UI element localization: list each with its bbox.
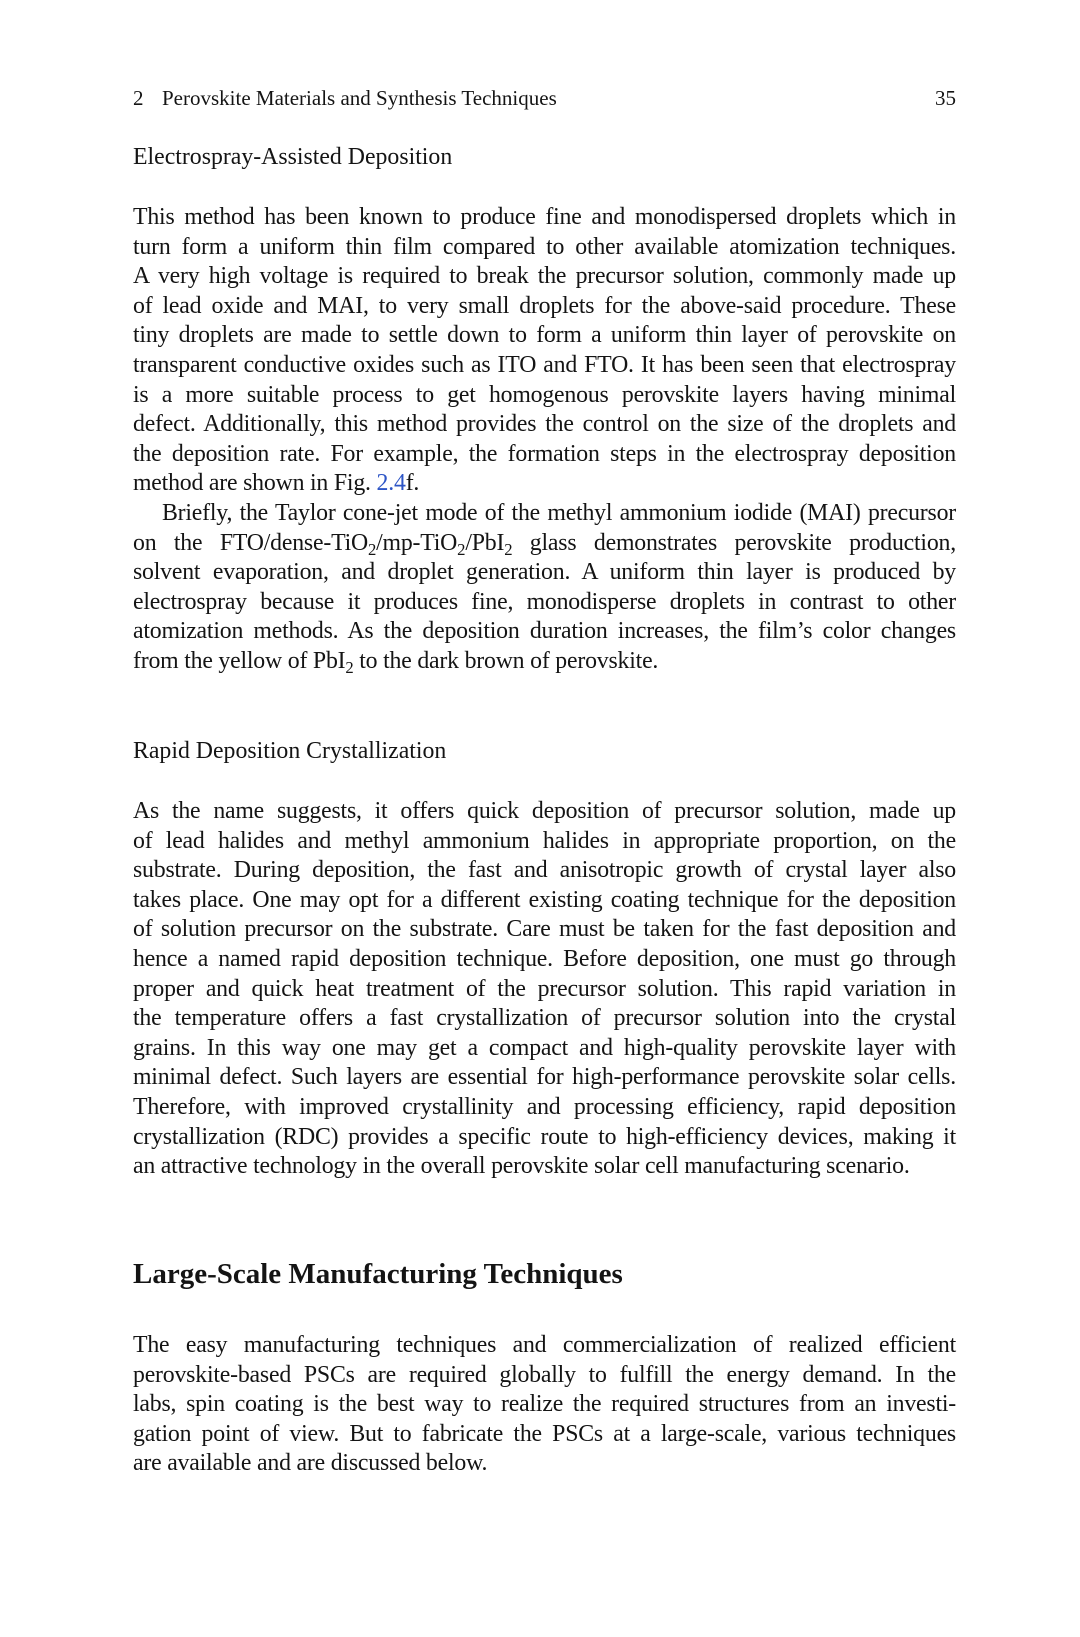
text-run: substrate. During deposition, the fast and anisotropic growth of crystal layer also <box>133 857 956 884</box>
electrospray-body <box>133 203 956 677</box>
text-run: electrospray because it produces fine, monodisperse droplets in contrast to other <box>133 588 956 615</box>
text-line <box>133 647 956 677</box>
text-run: the temperature offers a fast crystallization of precursor solution into the crystal <box>133 1005 956 1032</box>
text-run: minimal defect. Such layers are essential for high-performance perovskite solar cells. <box>133 1064 956 1091</box>
text-line <box>133 1123 956 1153</box>
paragraph <box>133 797 956 1182</box>
text-line <box>133 1361 956 1391</box>
page-number: 35 <box>935 86 956 110</box>
text-line <box>133 410 956 440</box>
large-scale-body <box>133 1331 956 1479</box>
figure-reference-link[interactable]: 2.4 <box>376 470 406 497</box>
text-run: on the FTO/dense-TiO <box>133 529 368 556</box>
text-line <box>133 1331 956 1361</box>
text-run: As the name suggests, it offers quick deposition of precursor solution, made up <box>133 798 956 824</box>
section-heading-large-scale: Large-Scale Manufacturing Techniques <box>133 1258 623 1290</box>
text-run: from the yellow of PbI <box>133 647 346 674</box>
text-run: is a more suitable process to get homogenous perovskite layers having minimal <box>133 381 956 408</box>
text-line <box>133 1390 956 1420</box>
text-line <box>133 856 956 886</box>
text-run: defect. Additionally, this method provides the control on the size of the droplets and <box>133 411 956 438</box>
text-run: gation point of view. But to fabricate the PSCs at a large-scale, various techniques <box>133 1420 956 1447</box>
text-line <box>133 233 956 263</box>
text-run: of lead halides and methyl ammonium halides in appropriate proportion, on the <box>133 827 956 854</box>
text-run: transparent conductive oxides such as ITO and FTO. It has been seen that electrospray <box>133 351 956 378</box>
text-run: labs, spin coating is the best way to realize the required structures from an investi- <box>133 1391 956 1418</box>
text-run: hence a named rapid deposition technique. Before deposition, one must go through <box>133 945 956 972</box>
text-run: f. <box>405 470 420 497</box>
subsection-heading-electrospray: Electrospray-Assisted Deposition <box>133 144 453 170</box>
text-run: /PbI <box>465 529 505 556</box>
text-run: the deposition rate. For example, the formation steps in the electrospray deposition <box>133 440 956 467</box>
text-line <box>133 1449 956 1479</box>
text-line <box>133 886 956 916</box>
text-run: an attractive technology in the overall perovskite solar cell manufacturing scenario. <box>133 1153 910 1180</box>
text-line <box>133 797 956 827</box>
paragraph <box>133 499 956 677</box>
text-line <box>133 915 956 945</box>
chapter-number: 2 <box>133 86 144 110</box>
text-run: of solution precursor on the substrate. Care must be taken for the fast deposition and <box>133 916 956 943</box>
rapid-deposition-body <box>133 797 956 1182</box>
text-run: glass demonstrates perovskite production, <box>512 529 956 556</box>
text-run: grains. In this way one may get a compact and high-quality perovskite layer with <box>133 1034 956 1061</box>
text-run: Therefore, with improved crystallinity and processing efficiency, rapid deposition <box>133 1093 956 1120</box>
text-run: A very high voltage is required to break the precursor solution, commonly made up <box>133 263 956 290</box>
text-run: are available and are discussed below. <box>133 1450 488 1477</box>
text-line <box>133 381 956 411</box>
text-line <box>133 1152 956 1182</box>
subscript: 2 <box>457 539 466 559</box>
text-run: to the dark brown of perovskite. <box>353 647 659 674</box>
text-line <box>133 945 956 975</box>
text-line <box>133 1034 956 1064</box>
text-run: The easy manufacturing techniques and commercialization of realized efficient <box>133 1332 956 1358</box>
text-run: /mp-TiO <box>376 529 458 556</box>
text-line <box>133 617 956 647</box>
text-line <box>133 203 956 233</box>
text-line <box>133 1004 956 1034</box>
subscript: 2 <box>504 539 513 559</box>
text-line <box>133 975 956 1005</box>
running-head <box>133 86 956 110</box>
text-line <box>133 351 956 381</box>
paragraph <box>133 203 956 499</box>
text-line <box>133 1093 956 1123</box>
text-line <box>133 262 956 292</box>
text-run: This method has been known to produce fine and monodispersed droplets which in <box>133 204 956 230</box>
text-line <box>133 558 956 588</box>
text-line <box>133 292 956 322</box>
paragraph <box>133 1331 956 1479</box>
chapter-title: Perovskite Materials and Synthesis Techniques <box>162 86 557 110</box>
text-run: tiny droplets are made to settle down to form a uniform thin layer of perovskite on <box>133 322 956 349</box>
text-run: method are shown in Fig. <box>133 470 377 497</box>
text-line <box>133 440 956 470</box>
text-run: atomization methods. As the deposition duration increases, the film’s color changes <box>133 618 956 645</box>
subscript: 2 <box>367 539 377 559</box>
text-line <box>133 1420 956 1450</box>
text-run: Briefly, the Taylor cone-jet mode of the methyl ammonium iodide (MAI) precursor <box>162 499 956 526</box>
text-run: proper and quick heat treatment of the precursor solution. This rapid variation in <box>133 975 956 1002</box>
text-line <box>133 827 956 857</box>
text-run: crystallization (RDC) provides a specific route to high-efficiency devices, making it <box>133 1123 956 1150</box>
text-line <box>133 321 956 351</box>
subsection-heading-rapid-deposition: Rapid Deposition Crystallization <box>133 738 447 764</box>
text-run: perovskite-based PSCs are required globally to fulfill the energy demand. In the <box>133 1361 956 1388</box>
text-run: takes place. One may opt for a different existing coating technique for the deposition <box>133 886 956 913</box>
text-line <box>133 588 956 618</box>
text-run: turn form a uniform thin film compared to other available atomization techniques. <box>133 233 956 260</box>
text-run: of lead oxide and MAI, to very small droplets for the above-said procedure. These <box>133 292 956 319</box>
text-line <box>133 469 956 499</box>
text-line <box>133 1063 956 1093</box>
subscript: 2 <box>345 657 354 677</box>
text-run: solvent evaporation, and droplet generation. A uniform thin layer is produced by <box>133 559 956 586</box>
text-line <box>133 499 956 529</box>
text-line <box>133 529 956 559</box>
